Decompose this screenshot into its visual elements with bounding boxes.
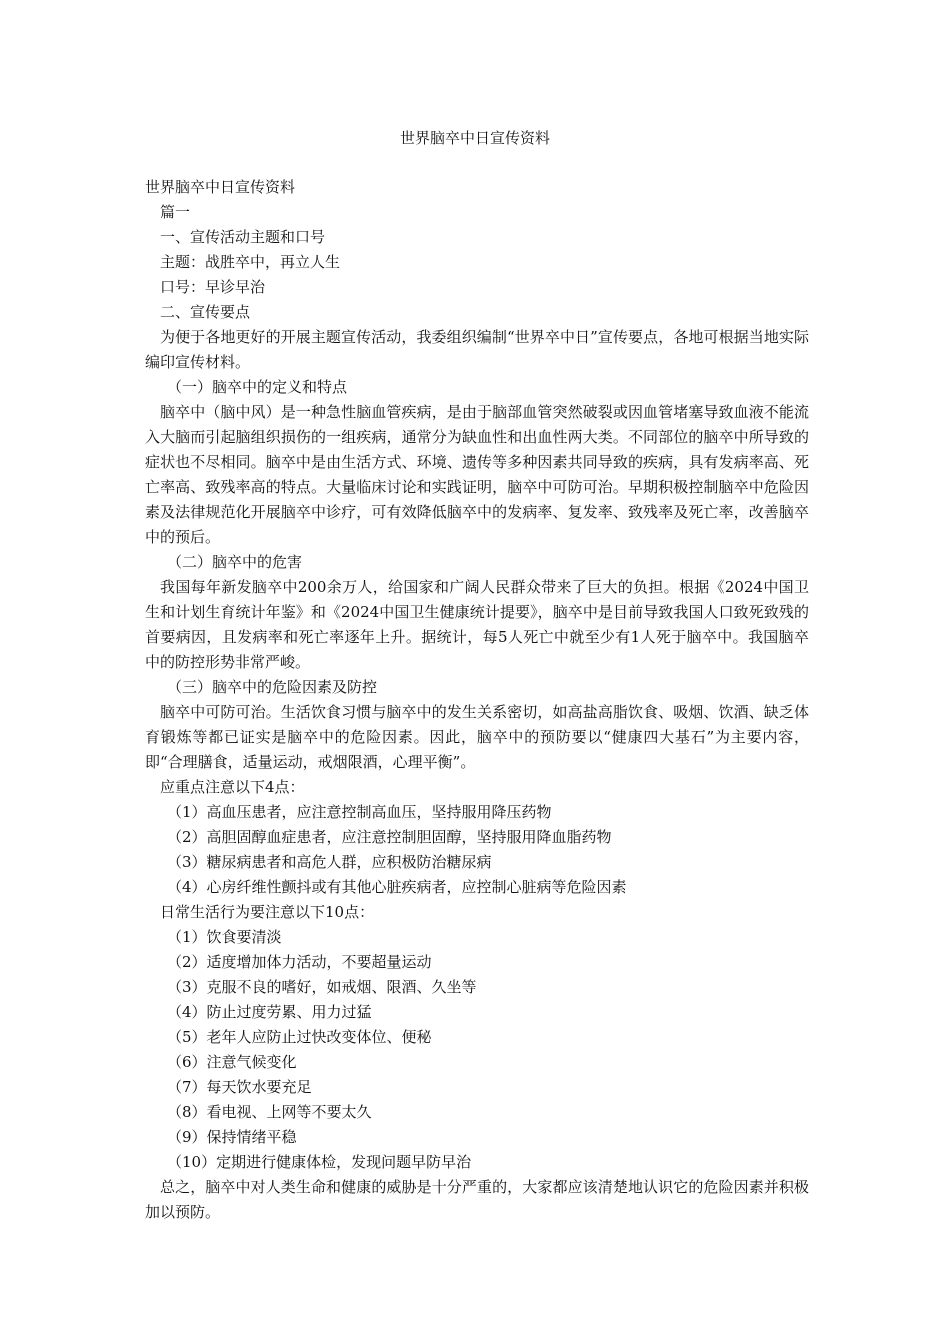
- body-heading: 世界脑卒中日宣传资料: [145, 178, 296, 196]
- section-2-title: 二、宣传要点: [160, 303, 251, 321]
- slogan-line: 口号：早诊早治: [160, 278, 266, 296]
- subsection-3-title: （三）脑卒中的危险因素及防控: [167, 678, 378, 696]
- subsection-2-title: （二）脑卒中的危害: [167, 553, 303, 571]
- theme-line: 主题：战胜卒中，再立人生: [160, 253, 341, 271]
- focus-item: （3）糖尿病患者和高危人群，应积极防治糖尿病: [167, 853, 492, 871]
- subsection-3-text: 脑卒中可防可治。生活饮食习惯与脑卒中的发生关系密切，如高盐高脂饮食、吸烟、饮酒、缺乏体育锻炼等都已证实是脑卒中的危险因素。因此，脑卒中的预防要以“健康四大基石”为主要内容，即“合理膳食，适量运动，戒烟限酒，心理平衡”。: [145, 703, 809, 771]
- daily-item: （9）保持情绪平稳: [167, 1128, 297, 1146]
- daily-intro: 日常生活行为要注意以下10点：: [160, 903, 375, 921]
- daily-item: （1）饮食要清淡: [167, 928, 282, 946]
- daily-item: （4）防止过度劳累、用力过猛: [167, 1003, 372, 1021]
- focus-item: （4）心房纤维性颤抖或有其他心脏疾病者，应控制心脏病等危险因素: [167, 878, 627, 896]
- focus-item: （2）高胆固醇血症患者，应注意控制胆固醇，坚持服用降血脂药物: [167, 828, 612, 846]
- subsection-1-text: 脑卒中（脑中风）是一种急性脑血管疾病，是由于脑部血管突然破裂或因血管堵塞导致血液不能流入大脑而引起脑组织损伤的一组疾病，通常分为缺血性和出血性两大类。不同部位的脑卒中所导致的症状也不尽相同。脑卒中是由生活方式、环境、遗传等多种因素共同导致的疾病，具有发病率高、死亡率高、致残率高的特点。大量临床讨论和实践证明，脑卒中可防可治。早期积极控制脑卒中危险因素及法律规范化开展脑卒中诊疗，可有效降低脑卒中的发病率、复发率、致残率及死亡率，改善脑卒中的预后。: [145, 403, 809, 546]
- daily-item: （6）注意气候变化: [167, 1053, 297, 1071]
- document-title: 世界脑卒中日宣传资料: [399, 129, 550, 147]
- subsection-1-title: （一）脑卒中的定义和特点: [167, 378, 348, 396]
- subsection-2-text: 我国每年新发脑卒中200余万人，给国家和广阔人民群众带来了巨大的负担。根据《2024中国卫生和计划生育统计年鉴》和《2024中国卫生健康统计提要》，脑卒中是目前导致我国人口致死致残的首要病因，且发病率和死亡率逐年上升。据统计，每5人死亡中就至少有1人死于脑卒中。我国脑卒中的防控形势非常严峻。: [145, 578, 809, 671]
- daily-item: （3）克服不良的嗜好，如戒烟、限酒、久坐等: [167, 978, 477, 996]
- focus-item: （1）高血压患者，应注意控制高血压，坚持服用降压药物: [167, 803, 552, 821]
- daily-item: （8）看电视、上网等不要太久: [167, 1103, 372, 1121]
- chapter-label: 篇一: [160, 203, 191, 221]
- section-1-title: 一、宣传活动主题和口号: [160, 228, 326, 246]
- daily-item: （10）定期进行健康体检，发现问题早防早治: [167, 1153, 472, 1171]
- daily-item: （5）老年人应防止过快改变体位、便秘: [167, 1028, 432, 1046]
- intro-paragraph: 为便于各地更好的开展主题宣传活动，我委组织编制“世界卒中日”宣传要点，各地可根据当地实际编印宣传材料。: [145, 328, 809, 371]
- document-body: [145, 175, 809, 1225]
- focus-intro: 应重点注意以下4点：: [160, 778, 305, 796]
- daily-item: （7）每天饮水要充足: [167, 1078, 312, 1096]
- daily-item: （2）适度增加体力活动，不要超量运动: [167, 953, 432, 971]
- conclusion-paragraph: 总之，脑卒中对人类生命和健康的威胁是十分严重的，大家都应该清楚地认识它的危险因素并积极加以预防。: [145, 1178, 809, 1221]
